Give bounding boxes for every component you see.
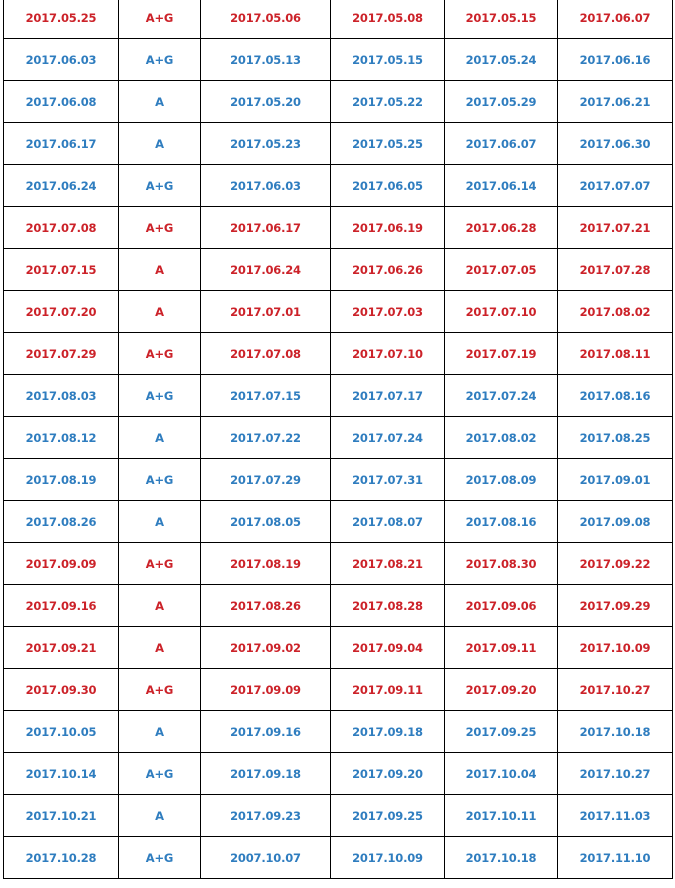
date-cell: 2017.06.17: [4, 123, 119, 165]
type-cell: A: [119, 291, 201, 333]
date-cell: 2017.10.18: [445, 837, 558, 879]
date-cell: 2017.09.22: [558, 543, 673, 585]
type-cell: A+G: [119, 165, 201, 207]
table-row: [4, 501, 673, 543]
date-cell: 2017.06.03: [4, 39, 119, 81]
type-cell: A: [119, 249, 201, 291]
date-cell: 2017.08.03: [4, 375, 119, 417]
table-row: [4, 291, 673, 333]
date-cell: 2007.10.07: [201, 837, 331, 879]
date-cell: 2017.07.05: [445, 249, 558, 291]
type-cell: A: [119, 711, 201, 753]
table-row: [4, 375, 673, 417]
date-cell: 2017.08.02: [558, 291, 673, 333]
type-cell: A: [119, 501, 201, 543]
date-cell: 2017.07.28: [558, 249, 673, 291]
date-cell: 2017.07.07: [558, 165, 673, 207]
type-cell: A+G: [119, 753, 201, 795]
table-row: [4, 543, 673, 585]
date-cell: 2017.06.19: [331, 207, 445, 249]
type-cell: A+G: [119, 543, 201, 585]
date-cell: 2017.09.21: [4, 627, 119, 669]
date-cell: 2017.06.21: [558, 81, 673, 123]
date-cell: 2017.09.01: [558, 459, 673, 501]
date-cell: 2017.05.29: [445, 81, 558, 123]
date-cell: 2017.08.07: [331, 501, 445, 543]
date-cell: 2017.09.30: [4, 669, 119, 711]
date-cell: 2017.08.05: [201, 501, 331, 543]
date-cell: 2017.08.19: [201, 543, 331, 585]
type-cell: A: [119, 627, 201, 669]
table-row: [4, 753, 673, 795]
date-cell: 2017.09.29: [558, 585, 673, 627]
table-row: [4, 0, 673, 39]
date-cell: 2017.07.24: [445, 375, 558, 417]
table-row: [4, 459, 673, 501]
date-cell: 2017.05.23: [201, 123, 331, 165]
type-cell: A+G: [119, 837, 201, 879]
table-row: [4, 333, 673, 375]
type-cell: A+G: [119, 207, 201, 249]
schedule-table-body: [4, 0, 673, 879]
type-cell: A: [119, 585, 201, 627]
date-cell: 2017.05.25: [331, 123, 445, 165]
date-cell: 2017.07.21: [558, 207, 673, 249]
date-cell: 2017.06.26: [331, 249, 445, 291]
date-cell: 2017.09.25: [445, 711, 558, 753]
date-cell: 2017.06.03: [201, 165, 331, 207]
date-cell: 2017.09.18: [331, 711, 445, 753]
date-cell: 2017.09.04: [331, 627, 445, 669]
date-cell: 2017.07.10: [331, 333, 445, 375]
date-cell: 2017.07.17: [331, 375, 445, 417]
date-cell: 2017.10.14: [4, 753, 119, 795]
date-cell: 2017.06.07: [445, 123, 558, 165]
type-cell: A+G: [119, 375, 201, 417]
date-cell: 2017.06.07: [558, 0, 673, 39]
date-cell: 2017.06.30: [558, 123, 673, 165]
table-row: [4, 123, 673, 165]
date-cell: 2017.10.28: [4, 837, 119, 879]
date-cell: 2017.11.10: [558, 837, 673, 879]
date-cell: 2017.08.26: [201, 585, 331, 627]
date-cell: 2017.09.02: [201, 627, 331, 669]
date-cell: 2017.09.11: [445, 627, 558, 669]
date-cell: 2017.05.25: [4, 0, 119, 39]
table-row: [4, 39, 673, 81]
date-cell: 2017.05.15: [331, 39, 445, 81]
date-cell: 2017.05.20: [201, 81, 331, 123]
type-cell: A+G: [119, 669, 201, 711]
type-cell: A+G: [119, 459, 201, 501]
date-cell: 2017.05.24: [445, 39, 558, 81]
type-cell: A: [119, 81, 201, 123]
type-cell: A+G: [119, 333, 201, 375]
type-cell: A+G: [119, 39, 201, 81]
date-cell: 2017.07.08: [4, 207, 119, 249]
date-cell: 2017.08.28: [331, 585, 445, 627]
date-cell: 2017.09.20: [445, 669, 558, 711]
date-cell: 2017.08.26: [4, 501, 119, 543]
type-cell: A+G: [119, 0, 201, 39]
date-cell: 2017.08.02: [445, 417, 558, 459]
date-cell: 2017.06.14: [445, 165, 558, 207]
date-cell: 2017.09.20: [331, 753, 445, 795]
date-cell: 2017.10.21: [4, 795, 119, 837]
type-cell: A: [119, 795, 201, 837]
table-row: [4, 81, 673, 123]
date-cell: 2017.06.28: [445, 207, 558, 249]
date-cell: 2017.07.08: [201, 333, 331, 375]
date-cell: 2017.09.18: [201, 753, 331, 795]
date-cell: 2017.10.09: [331, 837, 445, 879]
table-row: [4, 627, 673, 669]
date-cell: 2017.07.15: [4, 249, 119, 291]
date-cell: 2017.09.09: [201, 669, 331, 711]
date-cell: 2017.05.06: [201, 0, 331, 39]
date-cell: 2017.08.11: [558, 333, 673, 375]
table-row: [4, 837, 673, 879]
date-cell: 2017.07.19: [445, 333, 558, 375]
date-cell: 2017.07.15: [201, 375, 331, 417]
date-cell: 2017.11.03: [558, 795, 673, 837]
date-cell: 2017.08.16: [445, 501, 558, 543]
date-cell: 2017.05.13: [201, 39, 331, 81]
date-cell: 2017.10.27: [558, 753, 673, 795]
table-row: [4, 669, 673, 711]
date-cell: 2017.07.29: [201, 459, 331, 501]
date-cell: 2017.10.09: [558, 627, 673, 669]
date-cell: 2017.08.25: [558, 417, 673, 459]
table-row: [4, 165, 673, 207]
date-cell: 2017.09.16: [201, 711, 331, 753]
date-cell: 2017.06.24: [4, 165, 119, 207]
date-cell: 2017.09.16: [4, 585, 119, 627]
date-cell: 2017.10.11: [445, 795, 558, 837]
date-cell: 2017.05.15: [445, 0, 558, 39]
date-cell: 2017.07.31: [331, 459, 445, 501]
date-cell: 2017.06.05: [331, 165, 445, 207]
date-cell: 2017.08.21: [331, 543, 445, 585]
date-cell: 2017.07.01: [201, 291, 331, 333]
date-cell: 2017.09.11: [331, 669, 445, 711]
date-cell: 2017.09.08: [558, 501, 673, 543]
table-row: [4, 207, 673, 249]
date-cell: 2017.06.08: [4, 81, 119, 123]
date-cell: 2017.09.06: [445, 585, 558, 627]
date-cell: 2017.07.22: [201, 417, 331, 459]
schedule-table: [3, 0, 673, 879]
date-cell: 2017.08.12: [4, 417, 119, 459]
date-cell: 2017.10.05: [4, 711, 119, 753]
date-cell: 2017.08.09: [445, 459, 558, 501]
date-cell: 2017.07.10: [445, 291, 558, 333]
table-row: [4, 711, 673, 753]
date-cell: 2017.05.08: [331, 0, 445, 39]
date-cell: 2017.06.16: [558, 39, 673, 81]
date-cell: 2017.08.19: [4, 459, 119, 501]
date-cell: 2017.06.17: [201, 207, 331, 249]
date-cell: 2017.07.29: [4, 333, 119, 375]
table-row: [4, 795, 673, 837]
date-cell: 2017.07.20: [4, 291, 119, 333]
date-cell: 2017.05.22: [331, 81, 445, 123]
date-cell: 2017.08.30: [445, 543, 558, 585]
date-cell: 2017.10.27: [558, 669, 673, 711]
date-cell: 2017.07.24: [331, 417, 445, 459]
date-cell: 2017.08.16: [558, 375, 673, 417]
date-cell: 2017.07.03: [331, 291, 445, 333]
table-row: [4, 249, 673, 291]
table-row: [4, 585, 673, 627]
type-cell: A: [119, 417, 201, 459]
date-cell: 2017.09.23: [201, 795, 331, 837]
date-cell: 2017.10.04: [445, 753, 558, 795]
date-cell: 2017.06.24: [201, 249, 331, 291]
date-cell: 2017.09.25: [331, 795, 445, 837]
table-row: [4, 417, 673, 459]
date-cell: 2017.10.18: [558, 711, 673, 753]
date-cell: 2017.09.09: [4, 543, 119, 585]
type-cell: A: [119, 123, 201, 165]
